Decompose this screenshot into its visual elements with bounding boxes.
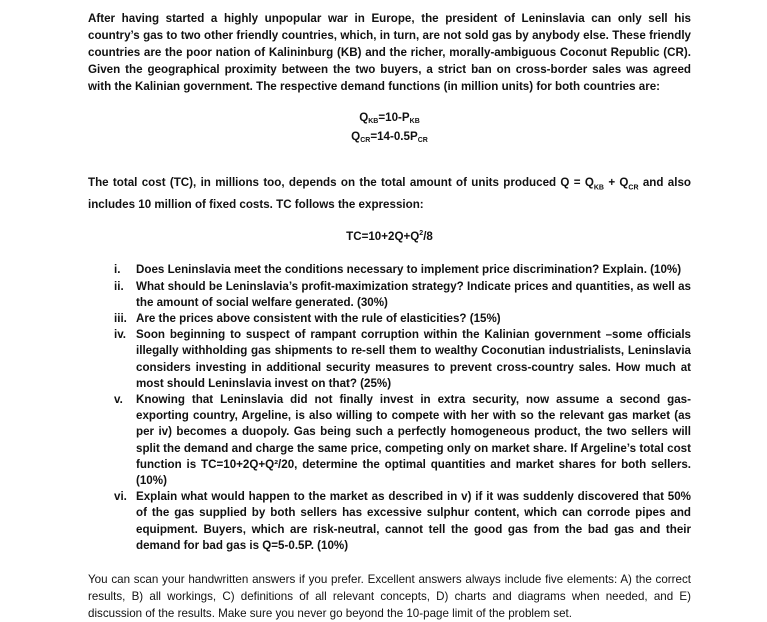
demand-kb-rhs: =10-P bbox=[378, 111, 410, 124]
tc-tail: /8 bbox=[423, 230, 433, 244]
question-item bbox=[88, 279, 691, 311]
question-item bbox=[88, 262, 691, 278]
question-text: Knowing that Leninslavia did not finally invest in extra security, now assume a second gas-exporting country, Argeline, is also willing to compete with her with so the relevant gas market (as per iv) becomes a duopoly. Gas being such a perfectly homogeneous product, the two sellers will split the demand and charge the same price, competing only on market share. If Argeline’s total cost function is TC=10+2Q+Q²/20, determine the optimal quantities and market shares for both sellers. (10%) bbox=[136, 392, 691, 487]
question-text: Soon beginning to suspect of rampant corruption within the Kalinian government –some officials illegally withholding gas shipments to re-sell them to wealthy Coconutian industrialists, Leninslavia considers investing in additional security measures to prevent cross-country sales. How much at most should Leninslavia invest on that? (25%) bbox=[136, 328, 691, 390]
demand-cr-equation bbox=[88, 128, 691, 147]
question-item bbox=[88, 327, 691, 392]
question-text: Does Leninslavia meet the conditions necessary to implement price discrimination? Explain. (10%) bbox=[136, 263, 682, 277]
question-number: ii. bbox=[114, 279, 124, 293]
demand-cr-rhs-sub: CR bbox=[417, 137, 428, 144]
cost-intro-paragraph bbox=[88, 174, 691, 213]
tc-base: TC=10+2Q+Q bbox=[346, 230, 420, 244]
question-text: Explain what would happen to the market as described in v) if it was suddenly discovered that 50% of the gas supplied by both sellers has excessive sulphur content, which can corrode pipes and equipment. Buyers, which are risk-neutral, cannot tell the good gas from the bad gas and their demand for bad gas is Q=5-0.5P. (10%) bbox=[136, 490, 691, 552]
demand-kb-rhs-sub: KB bbox=[409, 118, 420, 125]
question-number: vi. bbox=[114, 490, 127, 504]
cost-intro-text-c: and also includes 10 million of fixed costs. TC follows the expression: bbox=[88, 176, 691, 212]
cost-intro-sub-cr: CR bbox=[628, 184, 639, 192]
footer-note: You can scan your handwritten answers if you prefer. Excellent answers always include five elements: A) the correct results, B) all workings, C) definitions of all relevant concepts, D) charts and diagrams when needed, and E) discussion of the results. Make sure you never go beyond the 10-page limit of the problem set. bbox=[88, 572, 691, 620]
cost-intro-text-b: + Q bbox=[604, 176, 629, 189]
question-item bbox=[88, 311, 691, 327]
total-cost-equation bbox=[88, 228, 691, 247]
intro-paragraph: After having started a highly unpopular war in Europe, the president of Leninslavia can only sell his country’s gas to two other friendly countries, which, in turn, are not sold gas by anybody else. These friendly countries are the poor nation of Kalininburg (KB) and the richer, morally-ambiguous Coconut Republic (CR). Given the geographical proximity between the two buyers, a strict ban on cross-border sales was agreed with the Kalinian government. The respective demand functions (in million units) for both countries are: bbox=[88, 12, 691, 93]
question-number: i. bbox=[114, 263, 121, 277]
question-text: Are the prices above consistent with the rule of elasticities? (15%) bbox=[136, 311, 501, 325]
question-list bbox=[88, 262, 691, 554]
demand-cr-lhs: Q bbox=[351, 130, 361, 143]
question-number: iv. bbox=[114, 328, 127, 342]
demand-kb-equation bbox=[88, 109, 691, 128]
cost-intro-text-a: The total cost (TC), in millions too, depends on the total amount of units produced Q = Q bbox=[88, 176, 594, 189]
demand-kb-lhs: Q bbox=[359, 111, 369, 124]
question-item bbox=[88, 392, 691, 489]
demand-cr-rhs: =14-0.5P bbox=[370, 130, 418, 143]
demand-kb-lhs-sub: KB bbox=[368, 118, 379, 125]
question-text: What should be Leninslavia’s profit-maximization strategy? Indicate prices and quantities, as well as the amount of social welfare generated. (30%) bbox=[136, 279, 691, 309]
question-number: iii. bbox=[114, 311, 127, 325]
demand-cr-lhs-sub: CR bbox=[360, 137, 371, 144]
cost-intro-sub-kb: KB bbox=[593, 184, 604, 192]
question-item bbox=[88, 489, 691, 554]
question-number: v. bbox=[114, 392, 123, 406]
tc-exponent: 2 bbox=[419, 230, 424, 238]
